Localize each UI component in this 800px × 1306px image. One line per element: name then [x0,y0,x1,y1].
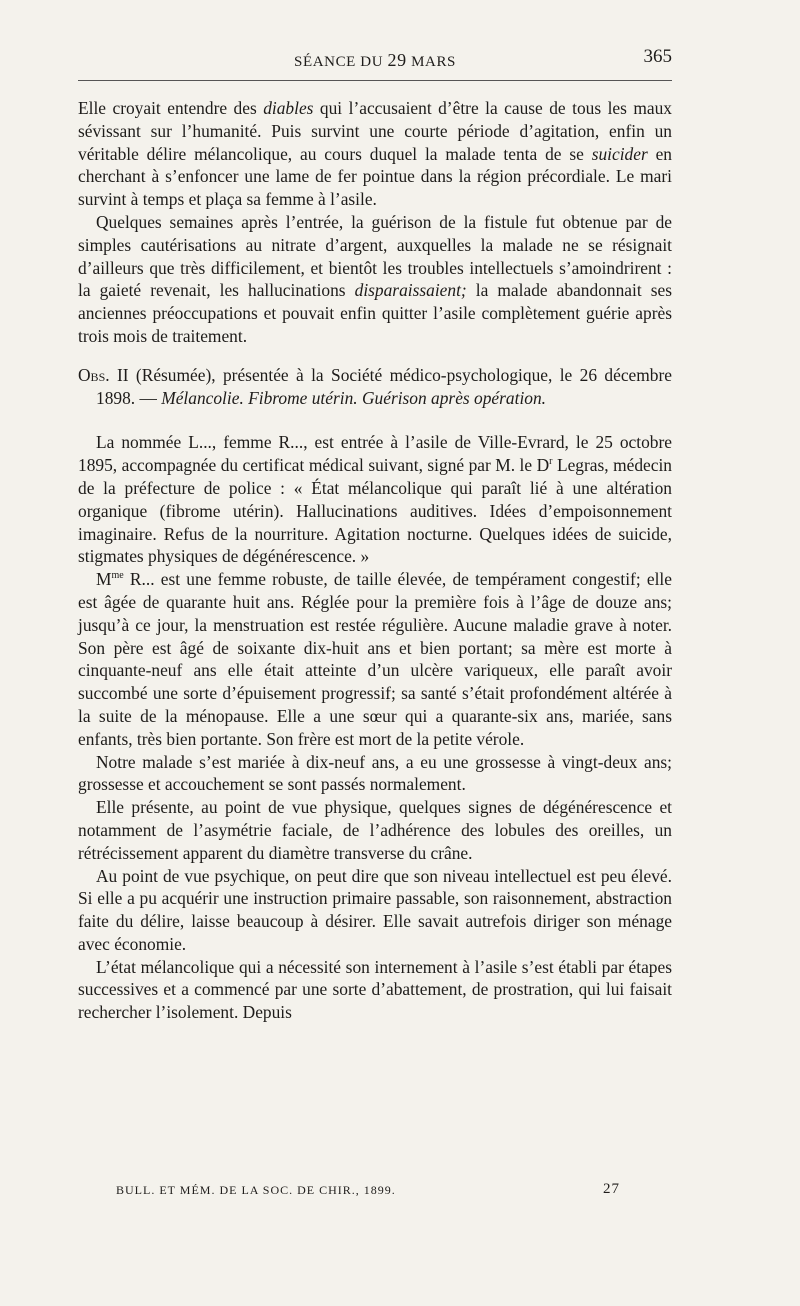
paragraph-4 [78,568,672,750]
paragraph-7: Au point de vue psychique, on peut dire que son niveau intellectuel est peu élevé. Si elle a pu acquérir une instruction primaire passable, son raisonnement, abstraction faite du délire, laisse beaucoup à désirer. Elle savait autrefois diriger son ménage avec économie. [78,865,672,954]
obs-label: Obs. II [78,364,129,385]
p2-italic: disparaissaient; [354,280,467,301]
p1-italic-suicider: suicider [591,143,648,164]
p1-text-c: qui l’accusaient d’être la cause de tous les maux sévissant sur l’humanité. Puis survint une courte période d’agitation, enfin un véritable délire mélancolique, au cours duquel la malade tenta de se [78,98,672,164]
obs-italic: Mélancolie. Fibrome utérin. Guérison après opération. [161,387,547,408]
p4-sup: me [111,570,124,582]
running-title [78,50,672,71]
p3-sup: r [549,456,553,468]
p2-text-a: Quelques semaines après l’entrée, la guérison de la fistule fut obtenue par de simples cautérisations au nitrate d’argent, auxquelles la malade ne se résignait d’ailleurs que très difficilement, et bientôt les troubles intellectuels s’amoindrirent : la gaieté revenait, les hallucinations [78,211,672,301]
paragraph-8: L’état mélancolique qui a nécessité son internement à l’asile s’est établi par étapes successives et a commencé par une sorte d’abattement, de prostration, qui lui faisait rechercher l’isolement. Depuis [78,956,672,1023]
p4-text-a: M [96,569,112,590]
running-header [78,44,672,72]
obs-text: (Résumée), présentée à la Société médico-psychologique, le 26 décembre 1898. — [96,364,672,408]
page-number: 365 [643,46,672,67]
title-post: MARS [406,54,456,70]
title-date: 29 [387,50,407,70]
header-rule [78,80,672,81]
paragraph-3 [78,431,672,568]
body-text [78,97,672,1024]
title-pre: SÉANCE DU [294,54,388,70]
paragraph-1 [78,97,672,211]
p1-italic-diables: diables [263,98,314,118]
p2-text-c: la malade abandonnait ses anciennes préoccupations et pouvait enfin quitter l’asile complètement guérie après trois mois de traitement. [78,280,672,346]
p3-text-a: La nommée L..., femme R..., est entrée à l’asile de Ville-Evrard, le 25 octobre 1895, accompagnée du certificat médical suivant, signé par M. le D [78,432,672,476]
paragraph-2 [78,211,672,348]
paragraph-5: Notre malade s’est mariée à dix-neuf ans, a eu une grossesse à vingt-deux ans; grossesse et accouchement se sont passés normalement. [78,751,672,795]
p4-text-b: R... est une femme robuste, de taille élevée, de tempérament congestif; elle est âgée de quarante huit ans. Réglée pour la première fois à l’âge de douze ans; jusqu’à ce jour, la menstruation est restée régulière. Aucune maladie grave à noter. Son père est âgé de soixante dix-huit ans et bien portant; sa mère est morte à cinquante-neuf ans elle était atteinte d’un ulcère variqueux, elle paraît avoir succombé une sorte d’épuisement progressif; sa santé s’était profondément altérée à la suite de la ménopause. Elle a une sœur qui a quarante-six ans, mariée, sans enfants, très bien portante. Son frère est mort de la petite vérole. [78,569,672,749]
p3-text-b: Legras, médecin de la préfecture de police : « État mélancolique qui paraît lié à une altération organique (fibrome utérin). Hallucinations auditives. Idées d’empoisonnement imaginaire. Refus de la nourriture. Agitation nocturne. Quelques idées de suicide, stigmates physiques de dégénérescence. » [78,455,672,567]
p1-text-e: en cherchant à s’enfoncer une lame de fer pointue dans la région précordiale. Le mari survint à temps et plaça sa femme à l’asile. [78,143,672,210]
paragraph-6: Elle présente, au point de vue physique, quelques signes de dégénérescence et notamment de l’asymétrie faciale, de l’adhérence des lobules des oreilles, un rétrécissement apparent du diamètre transverse du crâne. [78,797,672,863]
observation-heading [78,364,672,410]
p1-text-a: Elle croyait entendre des [78,98,264,118]
footer-source: BULL. ET MÉM. DE LA SOC. DE CHIR., 1899. [116,1183,396,1197]
footer-signature: 27 [603,1181,620,1197]
